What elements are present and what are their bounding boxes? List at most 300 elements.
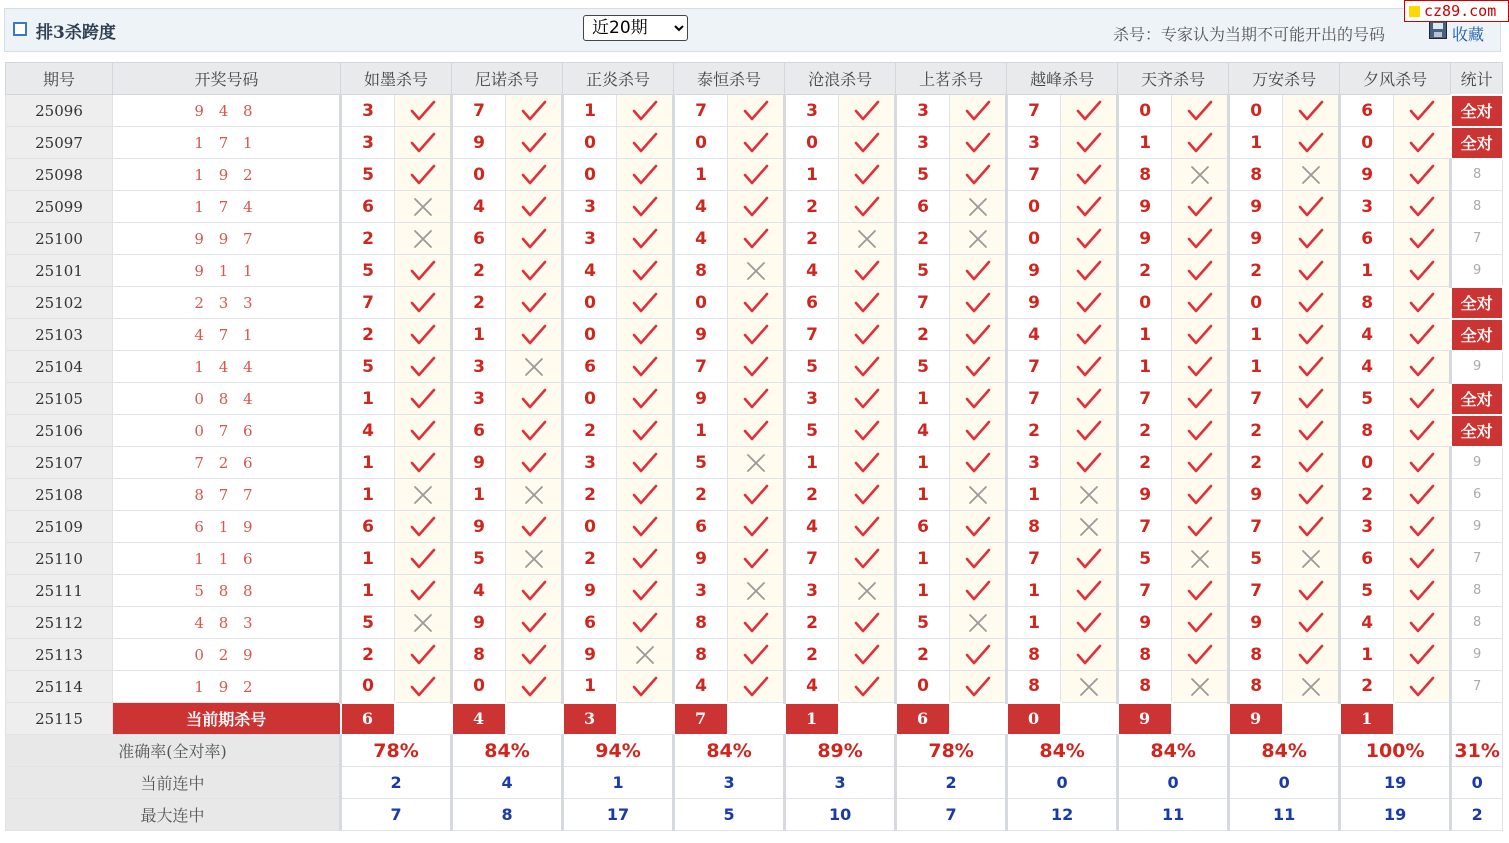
check-icon [1172,255,1229,287]
check-icon [728,351,785,383]
kill-number-cell: 0 [563,127,617,159]
check-icon [617,127,674,159]
kill-number-cell: 1 [674,415,728,447]
kill-number-cell: 7 [452,95,506,127]
check-icon [395,639,452,671]
table-row [6,351,1503,383]
kill-number-cell: 1 [1118,127,1172,159]
kill-number-cell: 9 [452,447,506,479]
accuracy-row [6,735,1503,767]
check-icon [728,543,785,575]
kill-number-cell: 4 [452,575,506,607]
table-row [6,223,1503,255]
check-icon [728,415,785,447]
kill-number-cell: 5 [896,159,950,191]
draw-number-cell: 2 3 3 [113,287,341,319]
kill-number-cell: 0 [1340,447,1394,479]
period-cell: 25101 [6,255,113,287]
kill-number-cell: 0 [563,159,617,191]
kill-number-cell: 2 [341,223,395,255]
kill-number-cell: 2 [1229,255,1283,287]
kill-number-cell: 1 [1118,319,1172,351]
check-icon [506,447,563,479]
check-icon [839,415,896,447]
check-icon [728,479,785,511]
current-streak-row [6,767,1503,799]
max-streak-row-value: 19 [1340,799,1451,831]
max-streak-row-value: 11 [1118,799,1229,831]
table-row [6,511,1503,543]
kill-number-cell: 9 [452,127,506,159]
kill-number-cell: 4 [674,191,728,223]
kill-number-cell: 3 [452,383,506,415]
table-row [6,287,1503,319]
kill-number-cell: 3 [341,127,395,159]
kill-number-cell: 1 [452,479,506,511]
kill-number-cell: 4 [785,671,839,703]
check-icon [839,383,896,415]
check-icon [1394,95,1451,127]
check-icon [1172,223,1229,255]
check-icon [728,319,785,351]
check-icon [617,191,674,223]
check-icon [950,255,1007,287]
check-icon [1061,639,1118,671]
kill-number-cell: 2 [1229,447,1283,479]
check-icon [950,319,1007,351]
kill-number-cell: 3 [674,575,728,607]
kill-number-cell: 8 [1007,511,1061,543]
current-kill-number: 6 [896,703,950,735]
site-watermark: cz89.com [1404,0,1509,22]
kill-number-cell: 8 [1340,287,1394,319]
cross-icon [395,607,452,639]
table-row [6,671,1503,703]
kill-number-cell: 1 [341,479,395,511]
kill-number-cell: 9 [674,543,728,575]
period-cell: 25104 [6,351,113,383]
kill-number-cell: 2 [785,479,839,511]
kill-number-cell: 2 [563,479,617,511]
period-cell: 25096 [6,95,113,127]
cross-icon [728,575,785,607]
kill-number-cell: 5 [896,607,950,639]
draw-number-cell: 9 1 1 [113,255,341,287]
max-streak-row-value: 5 [674,799,785,831]
check-icon [1061,383,1118,415]
check-icon [728,127,785,159]
check-icon [617,383,674,415]
hit-count-cell: 9 [1451,511,1503,543]
checkbox-icon[interactable] [13,22,27,36]
draw-number-cell: 8 7 7 [113,479,341,511]
check-icon [1172,511,1229,543]
kill-number-cell: 3 [785,383,839,415]
kill-number-cell: 9 [1118,223,1172,255]
kill-number-cell: 2 [1118,447,1172,479]
kill-number-cell: 7 [1229,575,1283,607]
hit-count-cell: 7 [1451,671,1503,703]
hit-count-cell: 9 [1451,639,1503,671]
check-icon [728,671,785,703]
period-cell: 25100 [6,223,113,255]
empty-cell [950,703,1007,735]
cross-icon [1061,671,1118,703]
kill-number-cell: 9 [563,575,617,607]
table-row [6,639,1503,671]
accuracy-row-value: 78% [341,735,452,767]
kill-number-cell: 0 [563,319,617,351]
table-row [6,575,1503,607]
check-icon [1172,479,1229,511]
col-header-expert: 正炎杀号 [563,63,674,95]
cross-icon [950,479,1007,511]
check-icon [728,159,785,191]
check-icon [1394,511,1451,543]
current-streak-row-value: 0 [1118,767,1229,799]
accuracy-row-value: 84% [1007,735,1118,767]
check-icon [1061,607,1118,639]
kill-number-cell: 0 [1007,191,1061,223]
all-correct-badge: 全对 [1451,127,1503,159]
table-row [6,447,1503,479]
period-cell: 25106 [6,415,113,447]
check-icon [506,319,563,351]
kill-number-cell: 8 [452,639,506,671]
check-icon [839,639,896,671]
cross-icon [1061,479,1118,511]
kill-number-cell: 0 [674,127,728,159]
check-icon [506,671,563,703]
period-cell: 25110 [6,543,113,575]
kill-number-cell: 4 [674,671,728,703]
kill-number-cell: 8 [1229,159,1283,191]
kill-number-cell: 7 [1229,511,1283,543]
empty-cell [1394,703,1451,735]
empty-cell [1283,703,1340,735]
empty-cell [1061,703,1118,735]
check-icon [1394,479,1451,511]
table-header-row [6,63,1503,95]
check-icon [728,223,785,255]
check-icon [395,351,452,383]
kill-number-cell: 1 [896,479,950,511]
kill-number-cell: 1 [1229,319,1283,351]
check-icon [506,607,563,639]
check-icon [1061,575,1118,607]
draw-number-cell: 1 1 6 [113,543,341,575]
kill-number-cell: 5 [1340,383,1394,415]
check-icon [728,511,785,543]
check-icon [839,159,896,191]
kill-number-cell: 5 [674,447,728,479]
check-icon [617,159,674,191]
kill-number-cell: 6 [896,191,950,223]
current-kill-number: 1 [785,703,839,735]
current-streak-row-value: 3 [674,767,785,799]
check-icon [1283,511,1340,543]
kill-number-cell: 2 [785,607,839,639]
kill-number-cell: 8 [674,607,728,639]
kill-number-cell: 7 [1118,575,1172,607]
check-icon [1172,447,1229,479]
kill-number-cell: 8 [1007,671,1061,703]
kill-number-cell: 7 [785,319,839,351]
kill-number-cell: 2 [785,223,839,255]
check-icon [395,543,452,575]
check-icon [506,639,563,671]
check-icon [395,511,452,543]
kill-number-cell: 5 [896,255,950,287]
check-icon [1061,287,1118,319]
table-row [6,319,1503,351]
kill-number-cell: 5 [452,543,506,575]
hit-count-cell: 6 [1451,479,1503,511]
check-icon [395,95,452,127]
kill-number-cell: 9 [1118,607,1172,639]
kill-number-cell: 7 [896,287,950,319]
check-icon [1172,351,1229,383]
kill-number-cell: 9 [1340,159,1394,191]
kill-number-cell: 5 [785,415,839,447]
kill-number-cell: 4 [1007,319,1061,351]
cross-icon [395,223,452,255]
kill-number-cell: 2 [1229,415,1283,447]
current-kill-label: 当前期杀号 [113,703,341,735]
check-icon [617,447,674,479]
accuracy-row-value: 94% [563,735,674,767]
kill-number-cell: 8 [674,639,728,671]
check-icon [506,575,563,607]
kill-number-cell: 1 [785,447,839,479]
check-icon [1394,159,1451,191]
kill-number-cell: 3 [1340,191,1394,223]
draw-number-cell: 1 4 4 [113,351,341,383]
period-cell: 25105 [6,383,113,415]
check-icon [1394,319,1451,351]
favorite-link[interactable]: 收藏 [1452,25,1485,44]
kill-number-cell: 1 [452,319,506,351]
hit-count-cell: 8 [1451,607,1503,639]
current-streak-row-value: 0 [1229,767,1340,799]
cross-icon [950,191,1007,223]
check-icon [950,447,1007,479]
kill-number-cell: 1 [341,575,395,607]
table-row [6,127,1503,159]
kill-number-cell: 2 [452,255,506,287]
table-row [6,415,1503,447]
kill-number-cell: 5 [1340,575,1394,607]
kill-number-cell: 3 [785,95,839,127]
empty-cell [506,703,563,735]
current-streak-row-stat: 0 [1451,767,1503,799]
kill-number-cell: 0 [563,383,617,415]
kill-number-cell: 8 [1340,415,1394,447]
check-icon [506,223,563,255]
check-icon [395,575,452,607]
kill-number-cell: 1 [1007,575,1061,607]
kill-number-cell: 1 [563,95,617,127]
check-icon [617,415,674,447]
kill-number-cell: 1 [896,383,950,415]
kill-number-cell: 7 [1118,511,1172,543]
col-header-expert: 尼诺杀号 [452,63,563,95]
kill-number-cell: 6 [563,351,617,383]
check-icon [617,575,674,607]
check-icon [839,479,896,511]
cross-icon [1283,543,1340,575]
max-streak-row [6,799,1503,831]
draw-number-cell: 1 7 4 [113,191,341,223]
kill-number-cell: 4 [896,415,950,447]
max-streak-row-value: 8 [452,799,563,831]
kill-number-cell: 6 [896,511,950,543]
kill-number-cell: 4 [1340,351,1394,383]
all-correct-badge: 全对 [1451,383,1503,415]
kill-number-cell: 8 [1118,159,1172,191]
period-cell: 25113 [6,639,113,671]
check-icon [950,511,1007,543]
kill-number-cell: 9 [1118,479,1172,511]
kill-number-cell: 4 [341,415,395,447]
kill-number-cell: 2 [896,639,950,671]
check-icon [1394,191,1451,223]
kill-number-cell: 2 [1340,479,1394,511]
check-icon [1061,415,1118,447]
col-header-expert: 天齐杀号 [1118,63,1229,95]
check-icon [1394,255,1451,287]
period-cell: 25111 [6,575,113,607]
col-header-period: 期号 [6,63,113,95]
col-header-draw: 开奖号码 [113,63,341,95]
check-icon [1061,191,1118,223]
cross-icon [728,447,785,479]
kill-number-cell: 0 [452,159,506,191]
current-kill-number: 6 [341,703,395,735]
check-icon [1172,95,1229,127]
kill-number-cell: 7 [1118,383,1172,415]
check-icon [1283,415,1340,447]
check-icon [617,543,674,575]
table-row [6,383,1503,415]
check-icon [950,415,1007,447]
draw-number-cell: 9 4 8 [113,95,341,127]
draw-number-cell: 0 8 4 [113,383,341,415]
kill-number-cell: 1 [1229,351,1283,383]
hit-count-cell: 9 [1451,351,1503,383]
check-icon [950,671,1007,703]
col-header-expert: 泰恒杀号 [674,63,785,95]
kill-number-cell: 1 [896,543,950,575]
check-icon [1283,479,1340,511]
kill-number-cell: 2 [896,223,950,255]
save-icon[interactable] [1429,21,1447,39]
check-icon [728,607,785,639]
kill-number-cell: 1 [1007,479,1061,511]
check-icon [395,447,452,479]
kill-number-cell: 7 [1229,383,1283,415]
kill-number-cell: 9 [1118,191,1172,223]
empty-cell [839,703,896,735]
max-streak-row-label: 最大连中 [6,799,341,831]
current-kill-number: 3 [563,703,617,735]
max-streak-row-value: 7 [896,799,1007,831]
current-streak-row-value: 4 [452,767,563,799]
cross-icon [839,223,896,255]
accuracy-row-value: 100% [1340,735,1451,767]
kill-number-cell: 3 [341,95,395,127]
current-streak-row-value: 19 [1340,767,1451,799]
check-icon [839,511,896,543]
kill-number-cell: 0 [785,127,839,159]
kill-number-cell: 3 [563,447,617,479]
check-icon [395,671,452,703]
kill-number-cell: 8 [674,255,728,287]
kill-number-cell: 2 [452,287,506,319]
accuracy-row-value: 89% [785,735,896,767]
check-icon [617,607,674,639]
period-cell: 25099 [6,191,113,223]
check-icon [1394,287,1451,319]
check-icon [617,479,674,511]
check-icon [395,255,452,287]
kill-number-cell: 2 [1340,671,1394,703]
period-cell: 25109 [6,511,113,543]
check-icon [728,287,785,319]
check-icon [950,575,1007,607]
kill-number-cell: 9 [452,511,506,543]
kill-number-cell: 1 [674,159,728,191]
check-icon [950,127,1007,159]
kill-number-cell: 6 [674,511,728,543]
kill-number-cell: 2 [1007,415,1061,447]
period-select[interactable] [583,15,688,41]
hit-count-cell: 9 [1451,255,1503,287]
check-icon [839,351,896,383]
kill-number-cell: 1 [341,447,395,479]
kill-number-cell: 6 [563,607,617,639]
accuracy-row-value: 78% [896,735,1007,767]
check-icon [839,191,896,223]
current-kill-number: 0 [1007,703,1061,735]
current-streak-row-label: 当前连中 [6,767,341,799]
kill-number-cell: 0 [563,511,617,543]
kill-number-cell: 1 [563,671,617,703]
cross-icon [506,479,563,511]
kill-number-cell: 1 [1118,351,1172,383]
check-icon [506,383,563,415]
cross-icon [617,639,674,671]
check-icon [839,127,896,159]
period-cell: 25098 [6,159,113,191]
check-icon [506,415,563,447]
kill-number-cell: 6 [452,415,506,447]
check-icon [1283,95,1340,127]
cross-icon [1283,159,1340,191]
draw-number-cell: 1 9 2 [113,159,341,191]
check-icon [617,255,674,287]
kill-number-cell: 0 [1340,127,1394,159]
kill-number-cell: 9 [674,383,728,415]
kill-number-cell: 6 [785,287,839,319]
check-icon [1394,607,1451,639]
table-row [6,543,1503,575]
kill-number-cell: 3 [563,191,617,223]
check-icon [1172,191,1229,223]
kill-number-cell: 9 [1007,287,1061,319]
kill-number-cell: 2 [785,639,839,671]
cross-icon [1061,511,1118,543]
